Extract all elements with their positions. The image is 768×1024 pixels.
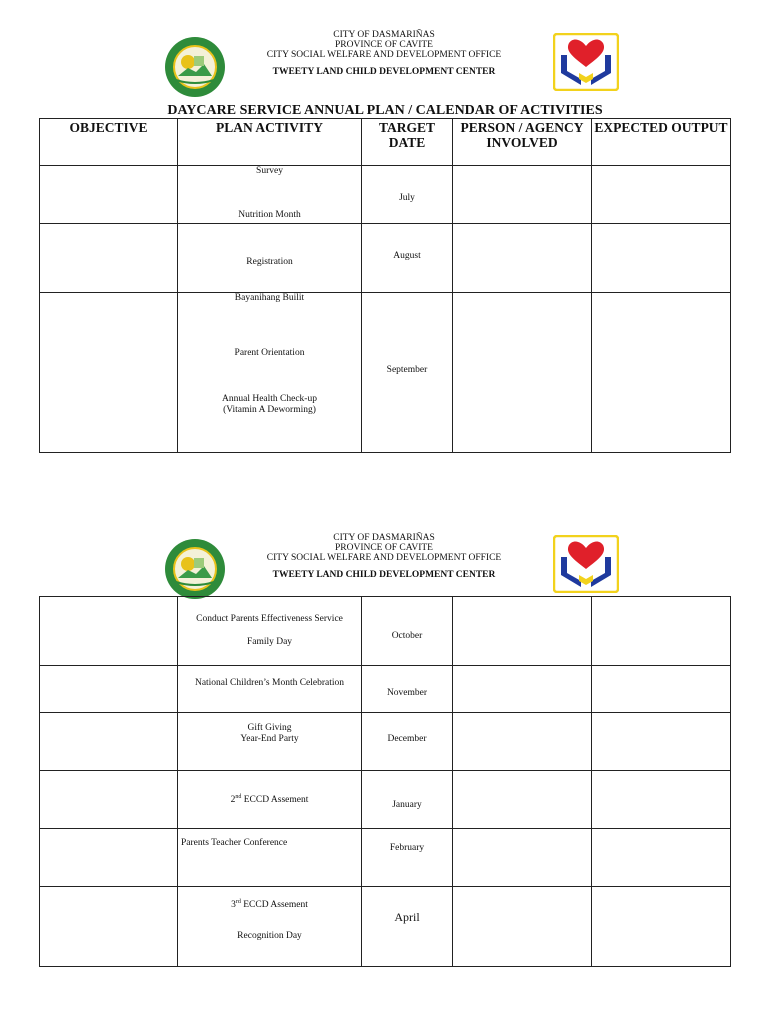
target-date: December: [387, 734, 427, 744]
table-row: [40, 713, 731, 771]
activity-text: Bayanihang Builit: [234, 293, 305, 303]
activity-text: Family Day: [246, 637, 293, 647]
city-name: CITY OF DASMARIÑAS: [333, 30, 435, 40]
activity-text: Survey: [256, 166, 283, 176]
activity-text: Parent Orientation: [234, 348, 305, 358]
target-date: November: [386, 688, 428, 698]
office-name: CITY SOCIAL WELFARE AND DEVELOPMENT OFFICE: [266, 50, 502, 60]
province-name: PROVINCE OF CAVITE: [334, 543, 433, 553]
activity-text: (Vitamin A Deworming): [223, 405, 316, 415]
activity-text: Nutrition Month: [238, 210, 301, 220]
target-date: September: [386, 365, 428, 375]
activity-text: Parents Teacher Conference: [181, 838, 288, 848]
col-person-agency: PERSON / AGENCY INVOLVED: [453, 119, 592, 166]
target-date: February: [389, 843, 425, 853]
activities-table-page2: [39, 596, 731, 967]
document-title: DAYCARE SERVICE ANNUAL PLAN / CALENDAR OF ACTIVITIES: [167, 103, 603, 118]
province-name: PROVINCE OF CAVITE: [334, 40, 433, 50]
center-name: TWEETY LAND CHILD DEVELOPMENT CENTER: [272, 570, 496, 580]
header-text-block: [240, 30, 528, 77]
table-row: [40, 166, 731, 224]
activity-text: Annual Health Check-up: [222, 394, 317, 404]
activity-text: Recognition Day: [237, 931, 302, 941]
activity-text: 3rd ECCD Assement: [231, 899, 308, 911]
target-date: October: [391, 631, 423, 641]
table-row: [40, 597, 731, 666]
col-target-date: TARGET DATE: [362, 119, 453, 166]
target-date: July: [399, 193, 415, 203]
office-name: CITY SOCIAL WELFARE AND DEVELOPMENT OFFICE: [266, 553, 502, 563]
activity-text: Gift Giving: [247, 723, 292, 733]
table-row: [40, 887, 731, 967]
target-date: January: [392, 800, 422, 810]
activity-text: Registration: [246, 257, 293, 267]
activity-text: National Children’s Month Celebration: [194, 678, 345, 688]
activities-table-page1: [39, 118, 731, 453]
table-row: [40, 224, 731, 293]
center-name: TWEETY LAND CHILD DEVELOPMENT CENTER: [272, 67, 496, 77]
city-seal-logo: [164, 538, 226, 600]
table-row: [40, 293, 731, 453]
activity-text: Conduct Parents Effectiveness Service: [196, 614, 343, 624]
dswd-logo: [553, 33, 619, 91]
col-objective: OBJECTIVE: [40, 119, 178, 166]
col-expected-output: EXPECTED OUTPUT: [592, 119, 731, 166]
table-row: [40, 771, 731, 829]
header-text-block: [240, 533, 528, 580]
dswd-logo: [553, 535, 619, 593]
city-name: CITY OF DASMARIÑAS: [333, 533, 435, 543]
table-row: [40, 829, 731, 887]
target-date: August: [393, 251, 421, 261]
table-header-row: [40, 119, 731, 166]
city-seal-logo: [164, 36, 226, 98]
activity-text: 2nd ECCD Assement: [230, 794, 309, 806]
activity-text: Year-End Party: [240, 734, 299, 744]
target-date: April: [394, 910, 420, 924]
col-plan-activity: PLAN ACTIVITY: [178, 119, 362, 166]
table-row: [40, 666, 731, 713]
